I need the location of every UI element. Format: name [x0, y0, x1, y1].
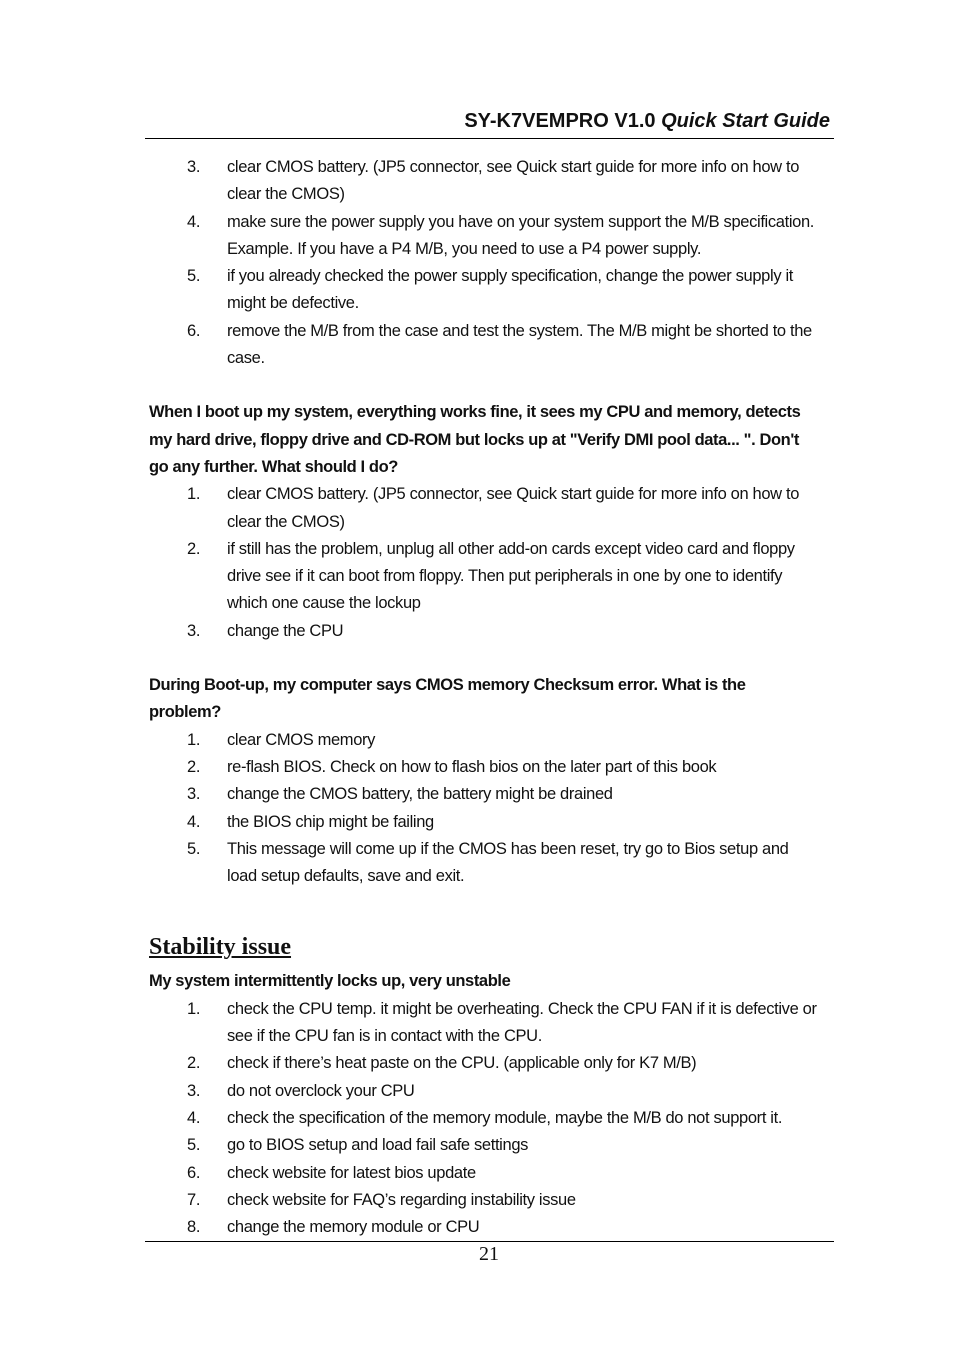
list-item	[0, 754, 821, 781]
list-item-text: re-flash BIOS. Check on how to flash bios on the later part of this book	[227, 757, 717, 776]
list-item-text: check the CPU temp. it might be overheating. Check the CPU FAN if it is defective or see if the CPU fan is in contact with the CPU.	[227, 999, 817, 1046]
list-item	[0, 809, 821, 836]
list-item-text: This message will come up if the CMOS has been reset, try go to Bios setup and load setup defaults, save and exit.	[227, 839, 789, 886]
list-item-text: clear CMOS memory	[227, 730, 376, 749]
footer-divider	[145, 1241, 834, 1242]
document-body	[0, 154, 954, 1241]
list-item	[0, 536, 821, 618]
spacer	[0, 372, 954, 399]
list-item	[0, 318, 821, 373]
question-cmos-checksum: During Boot-up, my computer says CMOS memory Checksum error. What is the problem?	[149, 676, 746, 722]
list-item-text: check website for latest bios update	[227, 1163, 476, 1182]
list-section-3	[0, 727, 954, 891]
list-item-number: 2.	[187, 757, 201, 776]
list-item-text: change the CPU	[227, 621, 344, 640]
list-item-number: 1.	[187, 485, 201, 504]
list-item-number: 4.	[187, 1108, 201, 1127]
header-model: SY-K7VEMPRO V1.0	[464, 110, 656, 132]
question-unstable-system: My system intermittently locks up, very unstable	[149, 972, 511, 991]
list-item-number: 4.	[187, 212, 201, 231]
list-item-number: 7.	[187, 1190, 201, 1209]
page-number: 21	[479, 1243, 499, 1265]
list-item	[0, 1160, 821, 1187]
list-item-number: 1.	[187, 730, 201, 749]
list-item-number: 3.	[187, 621, 201, 640]
list-item-text: the BIOS chip might be failing	[227, 812, 434, 831]
list-item	[0, 836, 821, 891]
list-item-number: 6.	[187, 1163, 201, 1182]
section-title-stability: Stability issue	[149, 934, 292, 961]
list-item-number: 1.	[187, 999, 201, 1018]
list-item-number: 2.	[187, 539, 201, 558]
list-section-stability	[0, 996, 954, 1242]
header-divider	[145, 138, 834, 139]
list-item-text: if you already checked the power supply specification, change the power supply it might be defective.	[227, 267, 793, 313]
list-item-text: remove the M/B from the case and test the system. The M/B might be shorted to the case.	[227, 321, 812, 368]
list-item-text: go to BIOS setup and load fail safe settings	[227, 1136, 529, 1155]
list-item-text: check if there’s heat paste on the CPU. (applicable only for K7 M/B)	[227, 1054, 697, 1073]
list-item	[0, 209, 821, 264]
list-item-text: check the specification of the memory module, maybe the M/B do not support it.	[227, 1108, 783, 1127]
list-item	[0, 1050, 821, 1077]
list-item-number: 5.	[187, 1136, 201, 1155]
list-item-text: clear CMOS battery. (JP5 connector, see Quick start guide for more info on how to clear the CMOS)	[227, 158, 800, 204]
list-section-1	[0, 154, 954, 372]
list-item	[0, 996, 821, 1051]
list-item	[0, 727, 821, 754]
list-item-number: 4.	[187, 812, 201, 831]
spacer	[0, 645, 954, 672]
list-item	[0, 481, 821, 536]
list-item-number: 3.	[187, 785, 201, 804]
list-item-text: change the memory module or CPU	[227, 1218, 480, 1237]
list-item-number: 3.	[187, 1081, 201, 1100]
list-item	[0, 618, 821, 645]
list-item	[0, 1105, 821, 1132]
list-item-number: 5.	[187, 267, 201, 286]
list-item-text: check website for FAQ’s regarding instability issue	[227, 1190, 576, 1209]
list-item	[0, 1214, 821, 1241]
list-item	[0, 263, 821, 318]
list-item-text: clear CMOS battery. (JP5 connector, see Quick start guide for more info on how to clear the CMOS)	[227, 485, 800, 531]
list-item-text: change the CMOS battery, the battery might be drained	[227, 785, 613, 804]
list-item	[0, 781, 821, 808]
list-item-number: 5.	[187, 839, 201, 858]
page-header-title	[464, 110, 830, 133]
question-dmi-lockup: When I boot up my system, everything works fine, it sees my CPU and memory, detects my hard drive, floppy drive and CD-ROM but locks up at "Verify DMI pool data... ". Don't go any further. What should I do?	[149, 403, 801, 476]
list-item	[0, 1187, 821, 1214]
list-item-text: if still has the problem, unplug all other add-on cards except video card and floppy drive see if it can boot from floppy. Then put peripherals in one by one to identify which one cause the lockup	[227, 539, 795, 613]
list-item-number: 6.	[187, 321, 201, 340]
header-guide-label: Quick Start Guide	[661, 110, 830, 132]
list-item	[0, 1132, 821, 1159]
list-item	[0, 1078, 821, 1105]
list-item-text: do not overclock your CPU	[227, 1081, 415, 1100]
list-item-number: 3.	[187, 158, 201, 176]
spacer	[0, 890, 954, 930]
list-item-number: 8.	[187, 1218, 201, 1237]
list-section-2	[0, 481, 954, 645]
list-item-number: 2.	[187, 1054, 201, 1073]
list-item	[0, 154, 821, 209]
list-item-text: make sure the power supply you have on your system support the M/B specification. Example. If you have a P4 M/B, you need to use a P4 power supply.	[227, 212, 815, 258]
